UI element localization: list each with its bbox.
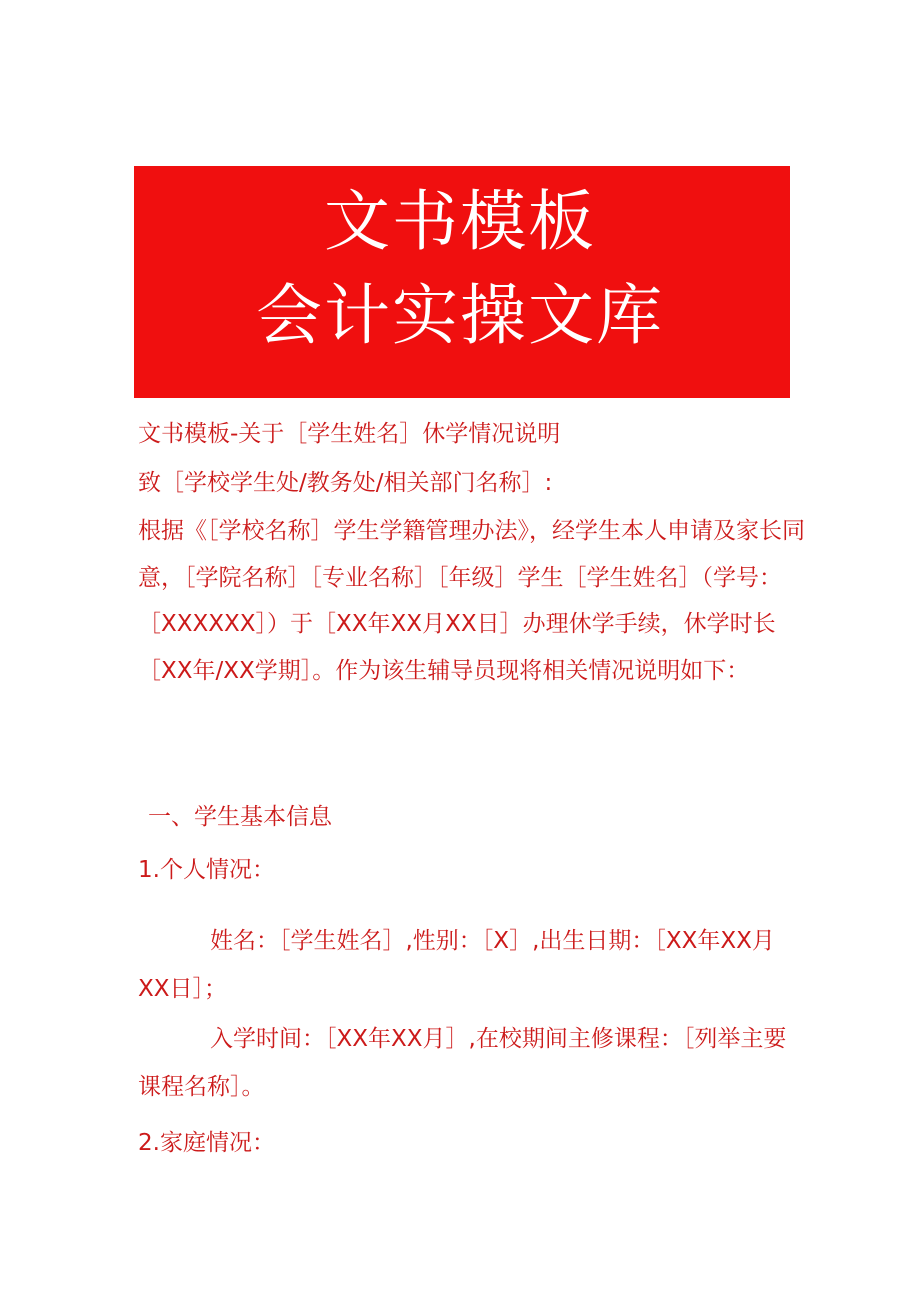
salutation: 致［学校学生处/教务处/相关部门名称］: — [138, 470, 553, 496]
personal-line-1: 姓名：［学生姓名］,性别：［X］,出生日期：［XX年XX月 — [210, 928, 775, 954]
banner-title-line-1: 文书模板 — [324, 183, 596, 260]
intro-line-4: ［XX年/XX学期］。作为该生辅导员现将相关情况说明如下： — [138, 658, 750, 684]
intro-line-3: ［XXXXXX］）于［XX年XX月XX日］办理休学手续，休学时长 — [138, 611, 776, 637]
banner-title-line-2: 会计实操文库 — [256, 277, 664, 354]
section-1-heading: 一、学生基本信息 — [148, 804, 332, 830]
personal-line-2: XX日］； — [138, 976, 228, 1002]
personal-line-3: 入学时间：［XX年XX月］,在校期间主修课程：［列举主要 — [210, 1026, 787, 1052]
item-1-label: 1.个人情况： — [138, 857, 275, 883]
personal-line-4: 课程名称］。 — [138, 1074, 265, 1100]
intro-line-2: 意，［学院名称］［专业名称］［年级］学生［学生姓名］（学号： — [138, 565, 782, 591]
item-2-label: 2.家庭情况： — [138, 1130, 275, 1156]
intro-line-1: 根据《［学校名称］学生学籍管理办法》，经学生本人申请及家长同 — [138, 518, 805, 544]
document-title: 文书模板-关于［学生姓名］休学情况说明 — [138, 421, 561, 447]
